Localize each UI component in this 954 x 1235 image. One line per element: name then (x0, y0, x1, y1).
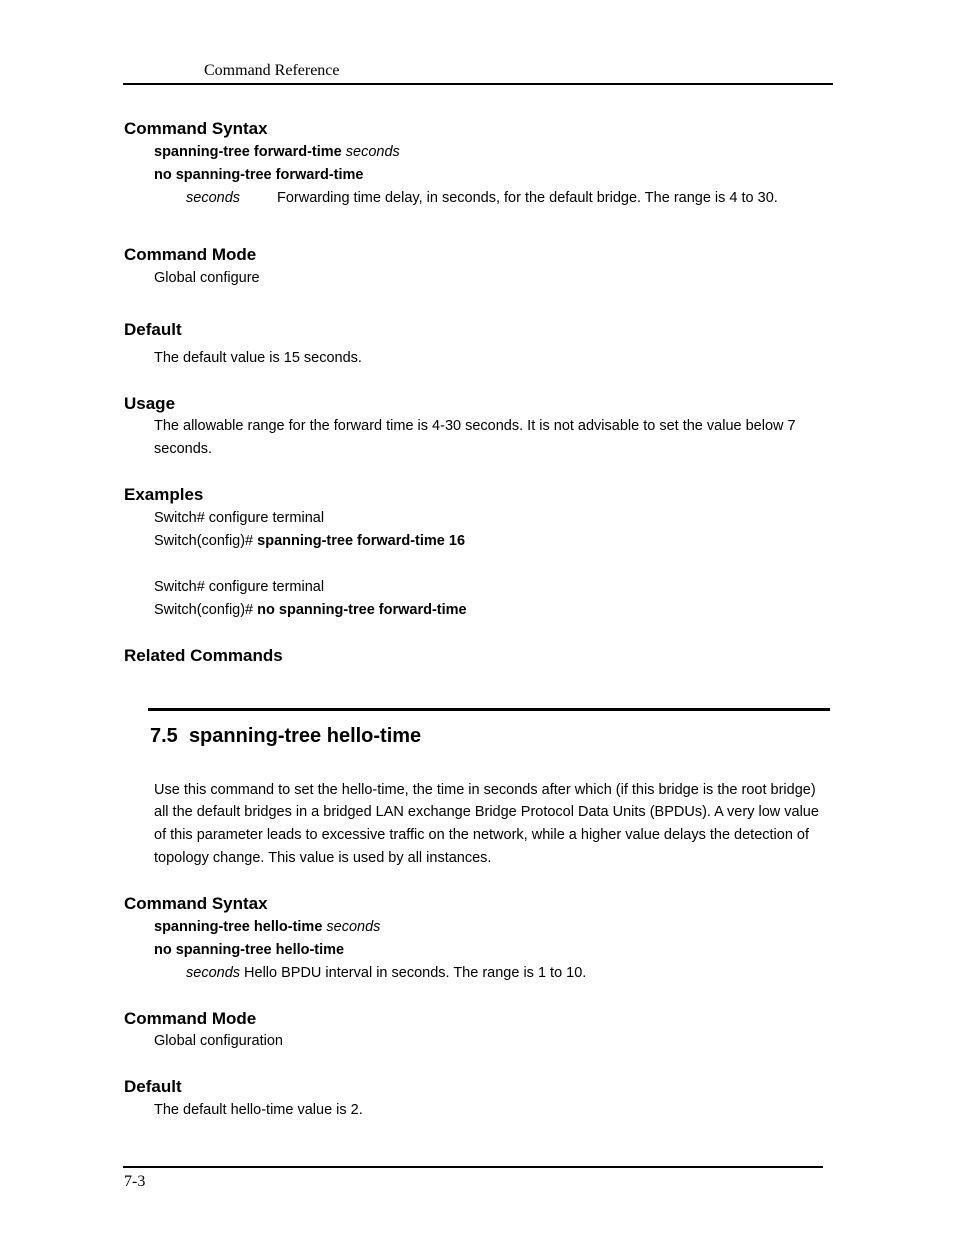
intro-line: topology change. This value is used by all instances. (154, 850, 492, 866)
syntax-command: spanning-tree forward-time (154, 144, 342, 160)
syntax-no-command: no spanning-tree hello-time (154, 942, 345, 958)
syntax-no-command: no spanning-tree forward-time (154, 167, 364, 183)
syntax-argument: seconds (345, 144, 400, 160)
section-rule (148, 708, 830, 711)
section-number: 7.5 (150, 725, 178, 747)
example-line: Switch# configure terminal (154, 579, 325, 595)
running-header: Command Reference (204, 62, 340, 79)
param-name: seconds (186, 190, 241, 206)
mode-text: Global configure (154, 270, 260, 286)
intro-line: all the default bridges in a bridged LAN exchange Bridge Protocol Data Units (BPDUs). A very low value (154, 804, 819, 820)
related-heading: Related Commands (124, 646, 283, 665)
param-name: seconds (186, 965, 241, 981)
intro-line: of this parameter leads to excessive traffic on the network, while a higher value delays the detection of (154, 827, 810, 843)
section-name: spanning-tree hello-time (188, 725, 422, 747)
param-description: Forwarding time delay, in seconds, for the default bridge. The range is 4 to 30. (277, 190, 778, 206)
default-text: The default hello-time value is 2. (154, 1102, 363, 1118)
footer-rule (123, 1166, 823, 1168)
example-prompt: Switch(config)# (154, 602, 254, 618)
example-prompt: Switch(config)# (154, 533, 254, 549)
syntax-heading: Command Syntax (124, 894, 268, 913)
usage-heading: Usage (124, 394, 176, 413)
mode-heading: Command Mode (124, 1009, 257, 1028)
param-line (186, 965, 586, 981)
syntax-command: spanning-tree hello-time (154, 919, 323, 935)
default-text: The default value is 15 seconds. (154, 350, 362, 366)
example-line (154, 602, 467, 618)
default-heading: Default (124, 1077, 182, 1096)
example-line (154, 533, 465, 549)
header-rule (123, 83, 833, 85)
mode-heading: Command Mode (124, 245, 257, 264)
usage-line: seconds. (154, 441, 213, 457)
syntax-argument: seconds (326, 919, 381, 935)
mode-text: Global configuration (154, 1033, 283, 1049)
example-line: Switch# configure terminal (154, 510, 325, 526)
example-command: spanning-tree forward-time 16 (257, 533, 466, 549)
section-title (150, 725, 421, 748)
syntax-heading: Command Syntax (124, 119, 268, 138)
syntax-line (154, 919, 380, 935)
param-description: Hello BPDU interval in seconds. The range is 1 to 10. (244, 965, 587, 981)
syntax-line (154, 144, 400, 160)
usage-line: The allowable range for the forward time is 4-30 seconds. It is not advisable to set the value below 7 (154, 418, 796, 434)
page-number: 7-3 (124, 1173, 146, 1190)
default-heading: Default (124, 320, 182, 339)
example-command: no spanning-tree forward-time (257, 602, 467, 618)
examples-heading: Examples (124, 485, 204, 504)
intro-line: Use this command to set the hello-time, the time in seconds after which (if this bridge is the root bridge) (154, 782, 816, 798)
